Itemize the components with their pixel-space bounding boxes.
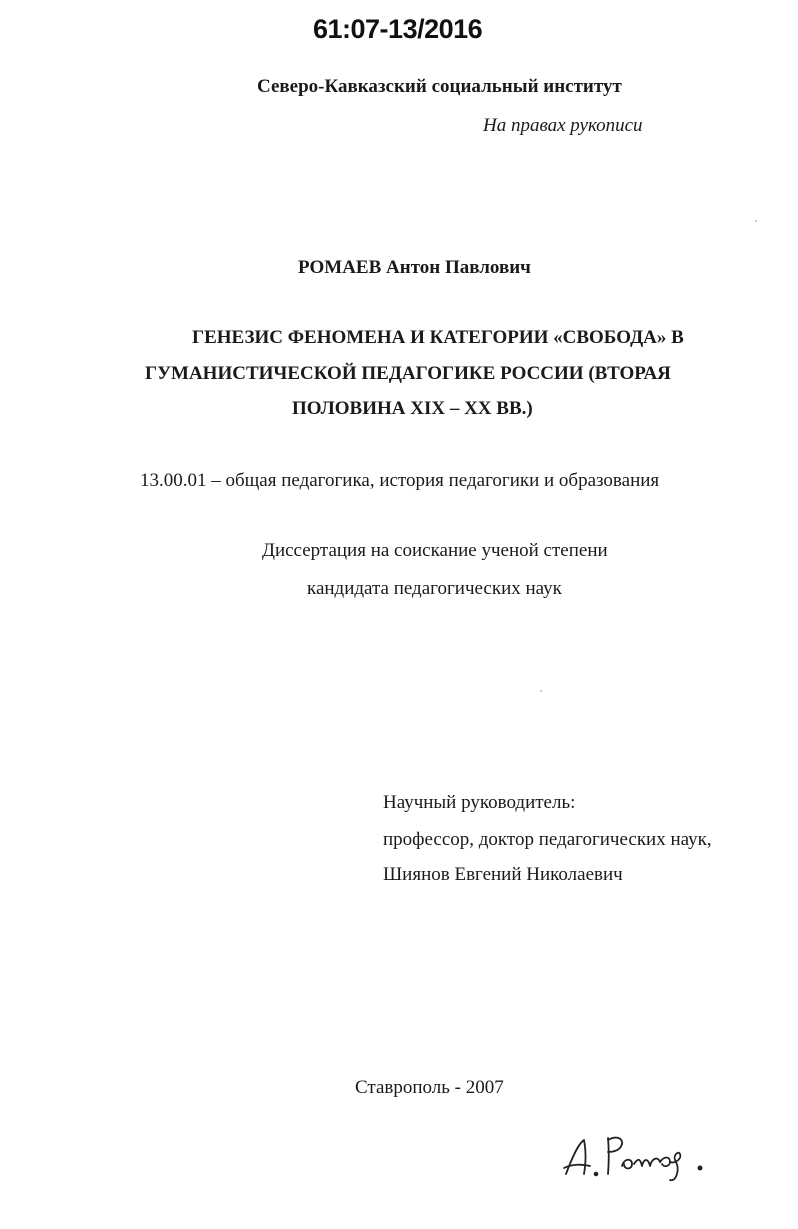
supervisor-label: Научный руководитель:	[383, 792, 576, 813]
dissertation-title-line-1: ГЕНЕЗИС ФЕНОМЕНА И КАТЕГОРИИ «СВОБОДА» В	[192, 327, 684, 348]
dissertation-title-line-2: ГУМАНИСТИЧЕСКОЙ ПЕДАГОГИКЕ РОССИИ (ВТОРАЯ	[145, 363, 671, 384]
city-year: Ставрополь - 2007	[355, 1077, 504, 1098]
supervisor-name: Шиянов Евгений Николаевич	[383, 864, 623, 885]
degree-line-1: Диссертация на соискание ученой степени	[262, 540, 608, 561]
dissertation-title-line-3: ПОЛОВИНА XIX – XX ВВ.)	[292, 398, 533, 419]
specialty-code: 13.00.01 – общая педагогика, история педагогики и образования	[140, 470, 660, 491]
scan-speck	[755, 220, 757, 222]
scan-speck	[540, 690, 542, 692]
institution-name: Северо-Кавказский социальный институт	[257, 76, 622, 97]
archive-code: 61:07-13/2016	[313, 14, 483, 44]
degree-line-2: кандидата педагогических наук	[307, 578, 562, 599]
supervisor-credentials: профессор, доктор педагогических наук,	[383, 829, 712, 850]
manuscript-note: На правах рукописи	[483, 115, 643, 136]
signature	[560, 1128, 720, 1188]
author-name: РОМАЕВ Антон Павлович	[298, 257, 531, 278]
